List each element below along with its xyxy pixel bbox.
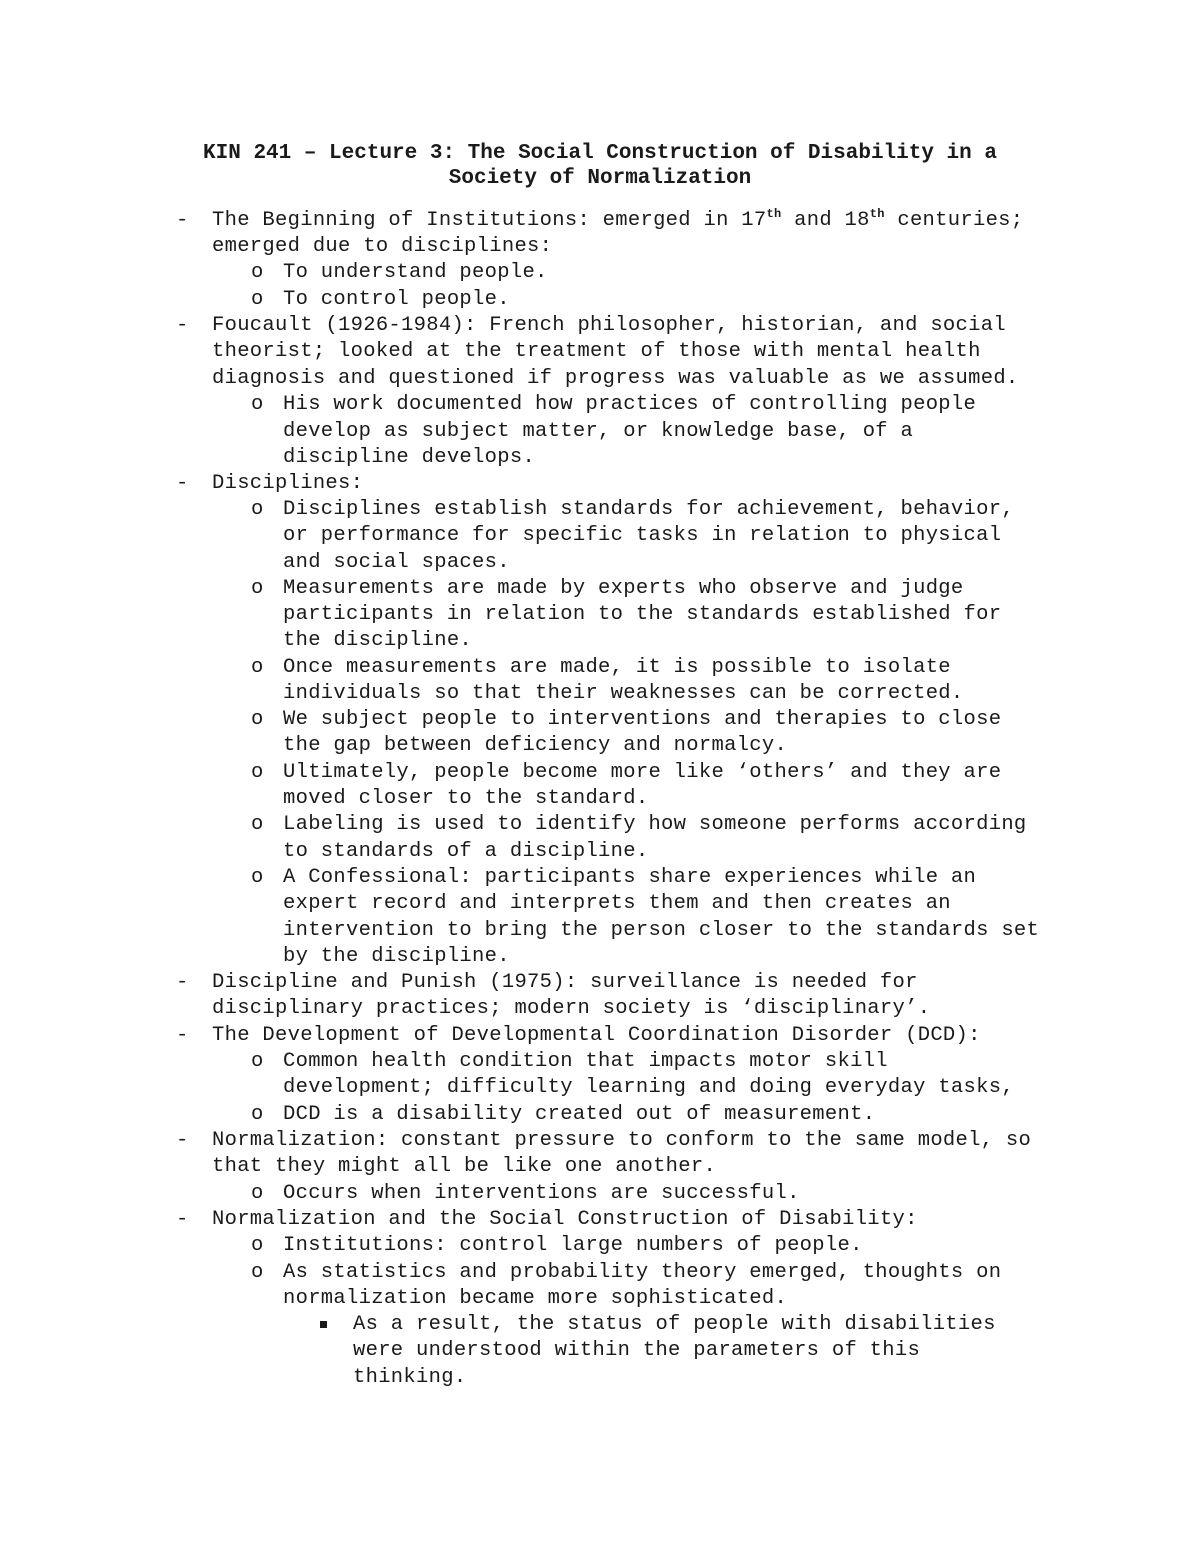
bullet-1-sub-2: To control people. (283, 288, 510, 311)
bullet-1-line-2: emerged due to disciplines: (212, 235, 553, 258)
dash-bullet: - (176, 1129, 189, 1152)
bullet-2-sub-1-line-1: His work documented how practices of controlling people (283, 393, 977, 416)
bullet-3-sub-4-line-2: the gap between deficiency and normalcy. (283, 734, 788, 757)
circle-bullet: o (251, 1182, 264, 1205)
circle-bullet: o (251, 577, 264, 600)
bullet-3-sub-7-line-3: intervention to bring the person closer to the standards set (283, 919, 1040, 942)
bullet-6-line-2: that they might all be like one another. (212, 1155, 717, 1178)
bullet-2-sub-1-line-3: discipline develops. (283, 446, 536, 469)
bullet-7-tertiary-1-line-1: As a result, the status of people with disabilities (353, 1313, 996, 1336)
bullet-3-sub-3-line-2: individuals so that their weaknesses can be corrected. (283, 682, 964, 705)
circle-bullet: o (251, 1050, 264, 1073)
bullet-7-tertiary-1-line-2: were understood within the parameters of this (353, 1339, 921, 1362)
dash-bullet: - (176, 314, 189, 337)
bullet-3-sub-7-line-4: by the discipline. (283, 945, 510, 968)
bullet-3-sub-7-line-2: expert record and interprets them and then creates an (283, 892, 951, 915)
bullet-3-sub-3-line-1: Once measurements are made, it is possible to isolate (283, 656, 951, 679)
bullet-5-sub-1-line-1: Common health condition that impacts motor skill (283, 1050, 888, 1073)
bullet-3-sub-6-line-2: to standards of a discipline. (283, 840, 649, 863)
bullet-7-sub-2-line-1: As statistics and probability theory emerged, thoughts on (283, 1261, 1002, 1284)
bullet-7-tertiary-1-line-3: thinking. (353, 1366, 467, 1389)
circle-bullet: o (251, 498, 264, 521)
dash-bullet: - (176, 472, 189, 495)
bullet-3-sub-2-line-3: the discipline. (283, 629, 473, 652)
bullet-3-sub-1-line-3: and social spaces. (283, 551, 510, 574)
bullet-3-sub-5-line-1: Ultimately, people become more like ‘others’ and they are (283, 761, 1002, 784)
circle-bullet: o (251, 261, 264, 284)
bullet-1-sub-1: To understand people. (283, 261, 548, 284)
bullet-3-sub-2-line-1: Measurements are made by experts who observe and judge (283, 577, 964, 600)
circle-bullet: o (251, 1234, 264, 1257)
circle-bullet: o (251, 656, 264, 679)
bullet-7-line-1: Normalization and the Social Construction of Disability: (212, 1208, 918, 1231)
document-title (150, 141, 1050, 191)
bullet-5-sub-2-line-1: DCD is a disability created out of measurement. (283, 1103, 876, 1126)
square-bullet-icon (320, 1321, 327, 1328)
bullet-7-sub-1-line-1: Institutions: control large numbers of people. (283, 1234, 863, 1257)
circle-bullet: o (251, 1103, 264, 1126)
bullet-7-sub-2-line-2: normalization became more sophisticated. (283, 1287, 788, 1310)
dash-bullet: - (176, 1024, 189, 1047)
dash-bullet: - (176, 1208, 189, 1231)
bullet-3-sub-4-line-1: We subject people to interventions and therapies to close (283, 708, 1002, 731)
bullet-3-sub-7-line-1: A Confessional: participants share experiences while an (283, 866, 977, 889)
bullet-4-line-1: Discipline and Punish (1975): surveillance is needed for (212, 971, 918, 994)
circle-bullet: o (251, 813, 264, 836)
circle-bullet: o (251, 761, 264, 784)
bullet-6-sub-1-line-1: Occurs when interventions are successful. (283, 1182, 800, 1205)
bullet-3-line-1: Disciplines: (212, 472, 364, 495)
title-line-2: Society of Normalization (448, 167, 752, 190)
circle-bullet: o (251, 1261, 264, 1284)
bullet-3-sub-2-line-2: participants in relation to the standards established for (283, 603, 1002, 626)
bullet-3-sub-6-line-1: Labeling is used to identify how someone performs according (283, 813, 1027, 836)
bullet-5-line-1: The Development of Developmental Coordination Disorder (DCD): (212, 1024, 981, 1047)
dash-bullet: - (176, 209, 189, 232)
title-line-1: KIN 241 – Lecture 3: The Social Construction of Disability in a (203, 142, 997, 165)
bullet-3-sub-1-line-2: or performance for specific tasks in relation to physical (283, 524, 1002, 547)
bullet-4-line-2: disciplinary practices; modern society is ‘disciplinary’. (212, 997, 931, 1020)
circle-bullet: o (251, 866, 264, 889)
bullet-5-sub-1-line-2: development; difficulty learning and doing everyday tasks, (283, 1076, 1014, 1099)
bullet-2-line-1: Foucault (1926-1984): French philosopher, historian, and social (212, 314, 1006, 337)
bullet-3-sub-1-line-1: Disciplines establish standards for achievement, behavior, (283, 498, 1014, 521)
bullet-2-sub-1-line-2: develop as subject matter, or knowledge base, of a (283, 420, 914, 443)
bullet-3-sub-5-line-2: moved closer to the standard. (283, 787, 649, 810)
bullet-2-line-2: theorist; looked at the treatment of those with mental health (212, 340, 981, 363)
circle-bullet: o (251, 708, 264, 731)
bullet-1-line-1: The Beginning of Institutions: emerged in 17th and 18th centuries; (212, 207, 1024, 232)
bullet-2-line-3: diagnosis and questioned if progress was valuable as we assumed. (212, 367, 1019, 390)
circle-bullet: o (251, 288, 264, 311)
bullet-6-line-1: Normalization: constant pressure to conform to the same model, so (212, 1129, 1032, 1152)
dash-bullet: - (176, 971, 189, 994)
circle-bullet: o (251, 393, 264, 416)
